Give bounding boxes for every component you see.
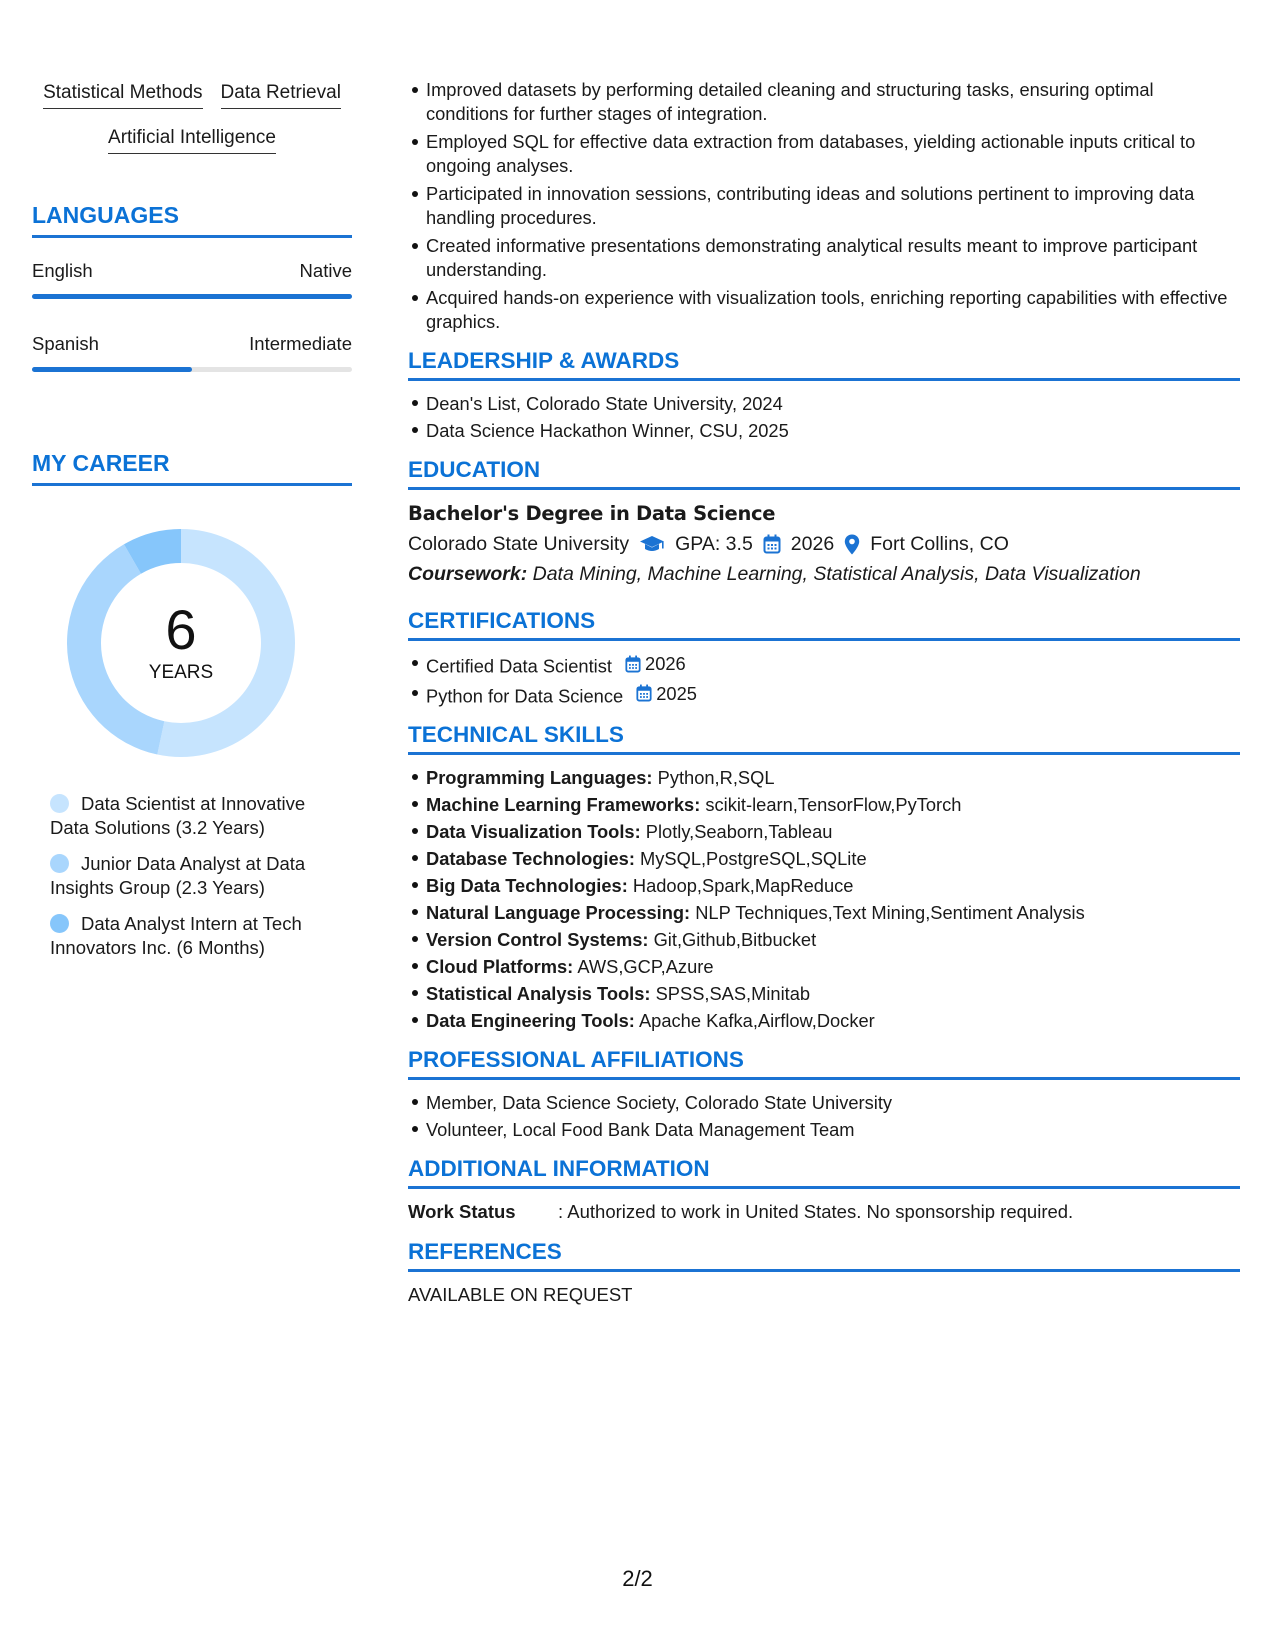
- career-total-unit: YEARS: [148, 662, 214, 683]
- skill-category: Version Control Systems:: [426, 929, 649, 950]
- technical-skill-item: [426, 846, 1240, 871]
- skill-values: Plotly,Seaborn,Tableau: [645, 821, 833, 842]
- education-location: Fort Collins, CO: [870, 533, 1009, 555]
- technical-skill-item: [426, 792, 1240, 817]
- technical-skill-item: [426, 981, 1240, 1006]
- certification-year: 2026: [645, 653, 686, 674]
- technical-skill-item: [426, 927, 1240, 952]
- language-bar: [32, 294, 352, 299]
- skill-category: Data Visualization Tools:: [426, 821, 641, 842]
- skill-tag: Artificial Intelligence: [108, 127, 276, 154]
- language-bar-fill: [32, 367, 192, 372]
- education-year: 2026: [790, 533, 835, 555]
- skill-category: Natural Language Processing:: [426, 902, 691, 923]
- certification-name: Certified Data Scientist: [426, 655, 612, 677]
- legend-dot-icon: [50, 854, 69, 873]
- page-number: 2/2: [622, 1566, 653, 1591]
- skill-category: Programming Languages:: [426, 767, 653, 788]
- career-donut-chart: [66, 528, 296, 758]
- career-legend-label: Junior Data Analyst at Data Insights Group (2.3 Years): [50, 853, 306, 898]
- references-section: [408, 1239, 1240, 1306]
- affiliations-section: [408, 1047, 1240, 1142]
- language-level: Intermediate: [249, 333, 352, 354]
- education-heading: EDUCATION: [408, 457, 1240, 490]
- skill-values: SPSS,SAS,Minitab: [655, 983, 811, 1004]
- language-item: [32, 260, 352, 299]
- technical-skill-item: [426, 900, 1240, 925]
- career-legend-label: Data Analyst Intern at Tech Innovators Inc. (6 Months): [50, 913, 302, 958]
- experience-bullet: Employed SQL for effective data extraction from databases, yielding actionable inputs critical to ongoing analyses.: [426, 130, 1240, 178]
- experience-bullet: Participated in innovation sessions, contributing ideas and solutions pertinent to improving data handling procedures.: [426, 182, 1240, 230]
- skill-values: AWS,GCP,Azure: [577, 956, 714, 977]
- technical-skill-item: [426, 1008, 1240, 1033]
- award-item: Dean's List, Colorado State University, 2024: [426, 391, 1240, 416]
- career-legend-item: [50, 792, 340, 840]
- language-item: [32, 333, 352, 372]
- graduation-cap-icon: [639, 534, 665, 554]
- certifications-heading: CERTIFICATIONS: [408, 608, 1240, 641]
- skill-tags: [32, 82, 352, 154]
- skill-values: Git,Github,Bitbucket: [653, 929, 817, 950]
- technical-skill-item: [426, 873, 1240, 898]
- skill-values: NLP Techniques,Text Mining,Sentiment Analysis: [695, 902, 1085, 923]
- affiliation-item: Volunteer, Local Food Bank Data Management Team: [426, 1117, 1240, 1142]
- leadership-section: [408, 348, 1240, 443]
- coursework-value: Data Mining, Machine Learning, Statistical Analysis, Data Visualization: [532, 563, 1141, 585]
- additional-info-heading: ADDITIONAL INFORMATION: [408, 1156, 1240, 1189]
- language-bar: [32, 367, 352, 372]
- certification-item: [426, 651, 1240, 679]
- skill-values: Python,R,SQL: [657, 767, 775, 788]
- technical-skill-item: [426, 765, 1240, 790]
- career-legend-item: [50, 852, 340, 900]
- education-degree: Bachelor's Degree in Data Science: [408, 502, 776, 525]
- skill-tag: Statistical Methods: [43, 82, 202, 109]
- award-item: Data Science Hackathon Winner, CSU, 2025: [426, 418, 1240, 443]
- work-status-row: [408, 1199, 1240, 1225]
- experience-bullet: Created informative presentations demonstrating analytical results meant to improve participant understanding.: [426, 234, 1240, 282]
- coursework-label: Coursework:: [408, 563, 528, 585]
- calendar-icon: [636, 684, 652, 702]
- leadership-heading: LEADERSHIP & AWARDS: [408, 348, 1240, 381]
- skill-category: Data Engineering Tools:: [426, 1010, 635, 1031]
- language-name: English: [32, 260, 93, 281]
- experience-bullet: Improved datasets by performing detailed cleaning and structuring tasks, ensuring optimal conditions for further stages of integration.: [426, 78, 1240, 126]
- career-heading: MY CAREER: [32, 450, 352, 486]
- affiliation-item: Member, Data Science Society, Colorado State University: [426, 1090, 1240, 1115]
- language-name: Spanish: [32, 333, 99, 354]
- certification-year: 2025: [656, 682, 697, 704]
- skill-category: Statistical Analysis Tools:: [426, 983, 651, 1004]
- education-coursework: [408, 560, 1240, 588]
- references-text: AVAILABLE ON REQUEST: [408, 1284, 633, 1305]
- skill-category: Database Technologies:: [426, 848, 635, 869]
- skill-values: Apache Kafka,Airflow,Docker: [638, 1010, 875, 1031]
- language-bar-fill: [32, 294, 352, 299]
- skill-values: Hadoop,Spark,MapReduce: [632, 875, 854, 896]
- education-school: Colorado State University: [408, 533, 630, 555]
- experience-bullets: [408, 78, 1240, 334]
- certification-item: [426, 681, 1240, 709]
- skill-category: Machine Learning Frameworks:: [426, 794, 701, 815]
- certifications-section: [408, 608, 1240, 708]
- additional-info-section: [408, 1156, 1240, 1225]
- career-legend-label: Data Scientist at Innovative Data Solutions (3.2 Years): [50, 793, 306, 838]
- location-pin-icon: [844, 534, 860, 555]
- technical-skills-section: [408, 722, 1240, 1033]
- languages-section: [32, 202, 352, 372]
- technical-skill-item: [426, 819, 1240, 844]
- education-gpa: GPA: 3.5: [675, 533, 753, 555]
- affiliations-heading: PROFESSIONAL AFFILIATIONS: [408, 1047, 1240, 1080]
- skill-tag: Data Retrieval: [221, 82, 341, 109]
- calendar-icon: [625, 655, 641, 673]
- technical-skills-heading: TECHNICAL SKILLS: [408, 722, 1240, 755]
- technical-skill-item: [426, 954, 1240, 979]
- career-total-years: 6: [165, 598, 197, 661]
- certification-name: Python for Data Science: [426, 685, 624, 706]
- skill-values: MySQL,PostgreSQL,SQLite: [640, 848, 867, 869]
- work-status-value: : Authorized to work in United States. No sponsorship required.: [558, 1201, 1074, 1222]
- languages-heading: LANGUAGES: [32, 202, 352, 238]
- work-status-label: Work Status: [408, 1201, 516, 1222]
- career-legend-item: [50, 912, 340, 960]
- language-level: Native: [299, 260, 352, 281]
- skill-category: Big Data Technologies:: [426, 875, 628, 896]
- legend-dot-icon: [50, 914, 69, 933]
- skill-values: scikit-learn,TensorFlow,PyTorch: [705, 794, 962, 815]
- career-section: [32, 450, 352, 960]
- calendar-icon: [763, 534, 781, 554]
- right-column: [408, 78, 1240, 1306]
- experience-bullet: Acquired hands-on experience with visualization tools, enriching reporting capabilities with effective graphics.: [426, 286, 1240, 334]
- education-section: [408, 457, 1240, 588]
- left-column: [32, 82, 352, 972]
- references-heading: REFERENCES: [408, 1239, 1240, 1272]
- skill-category: Cloud Platforms:: [426, 956, 574, 977]
- career-legend: [50, 792, 340, 960]
- legend-dot-icon: [50, 794, 69, 813]
